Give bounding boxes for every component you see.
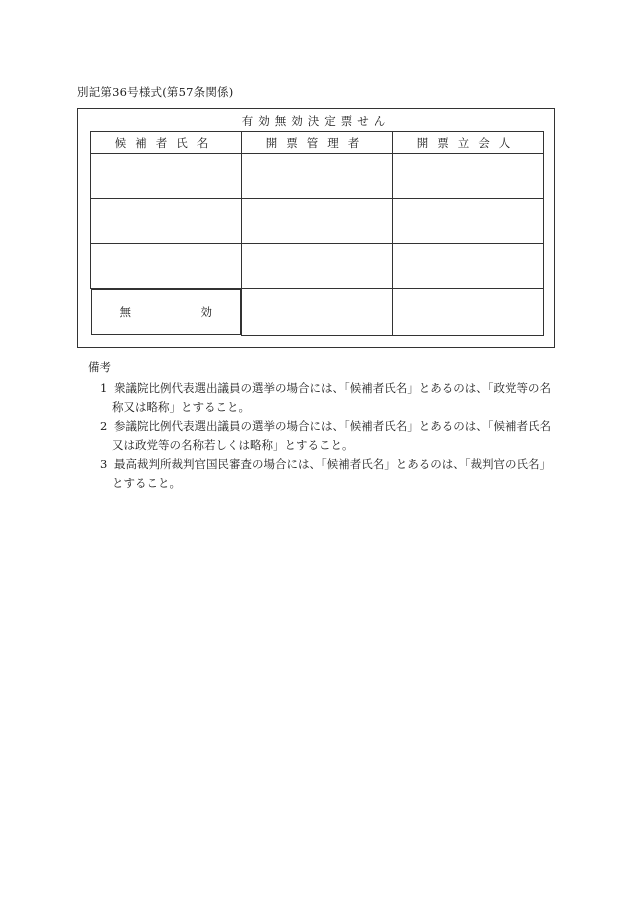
manager-cell[interactable] (242, 289, 393, 336)
table-row (91, 244, 544, 289)
manager-cell[interactable] (242, 154, 393, 199)
column-header-counting-witness: 開票立会人 (393, 132, 544, 154)
note-text: 衆議院比例代表選出議員の選挙の場合には、「候補者氏名」とあるのは、「政党等の名称又は略称」とすること。 (112, 381, 551, 414)
ballot-table (90, 131, 544, 336)
note-text: 参議院比例代表選出議員の選挙の場合には、「候補者氏名」とあるのは、「候補者氏名又は政党等の名称若しくは略称」とすること。 (112, 419, 551, 452)
invalid-label-right: 効 (200, 305, 212, 319)
note-number: 2 (100, 419, 108, 433)
note-item (88, 417, 558, 455)
witness-cell[interactable] (393, 289, 544, 336)
invalid-label-left: 無 (119, 305, 131, 319)
candidate-cell[interactable] (91, 154, 242, 199)
manager-cell[interactable] (242, 199, 393, 244)
ballot-tag-form (77, 108, 555, 348)
form-header: 別記第36号様式(第57条関係) (77, 85, 234, 99)
table-row (91, 199, 544, 244)
table-row (91, 154, 544, 199)
manager-cell[interactable] (242, 244, 393, 289)
note-number: 1 (100, 381, 108, 395)
witness-cell[interactable] (393, 199, 544, 244)
form-title: 有効無効決定票せん (241, 114, 391, 128)
notes-section (88, 358, 558, 493)
notes-title: 備考 (88, 360, 111, 374)
note-text: 最高裁判所裁判官国民審査の場合には、「候補者氏名」とあるのは、「裁判官の氏名」とすること。 (112, 457, 551, 490)
column-header-counting-manager: 開票管理者 (242, 132, 393, 154)
note-number: 3 (100, 457, 108, 471)
witness-cell[interactable] (393, 244, 544, 289)
candidate-cell[interactable] (91, 199, 242, 244)
candidate-cell[interactable] (91, 244, 242, 289)
table-header-row (91, 132, 544, 154)
note-item (88, 455, 558, 493)
invalid-row (91, 289, 544, 336)
invalid-label-cell (91, 289, 242, 335)
note-item (88, 379, 558, 417)
witness-cell[interactable] (393, 154, 544, 199)
column-header-candidate: 候補者氏名 (91, 132, 242, 154)
